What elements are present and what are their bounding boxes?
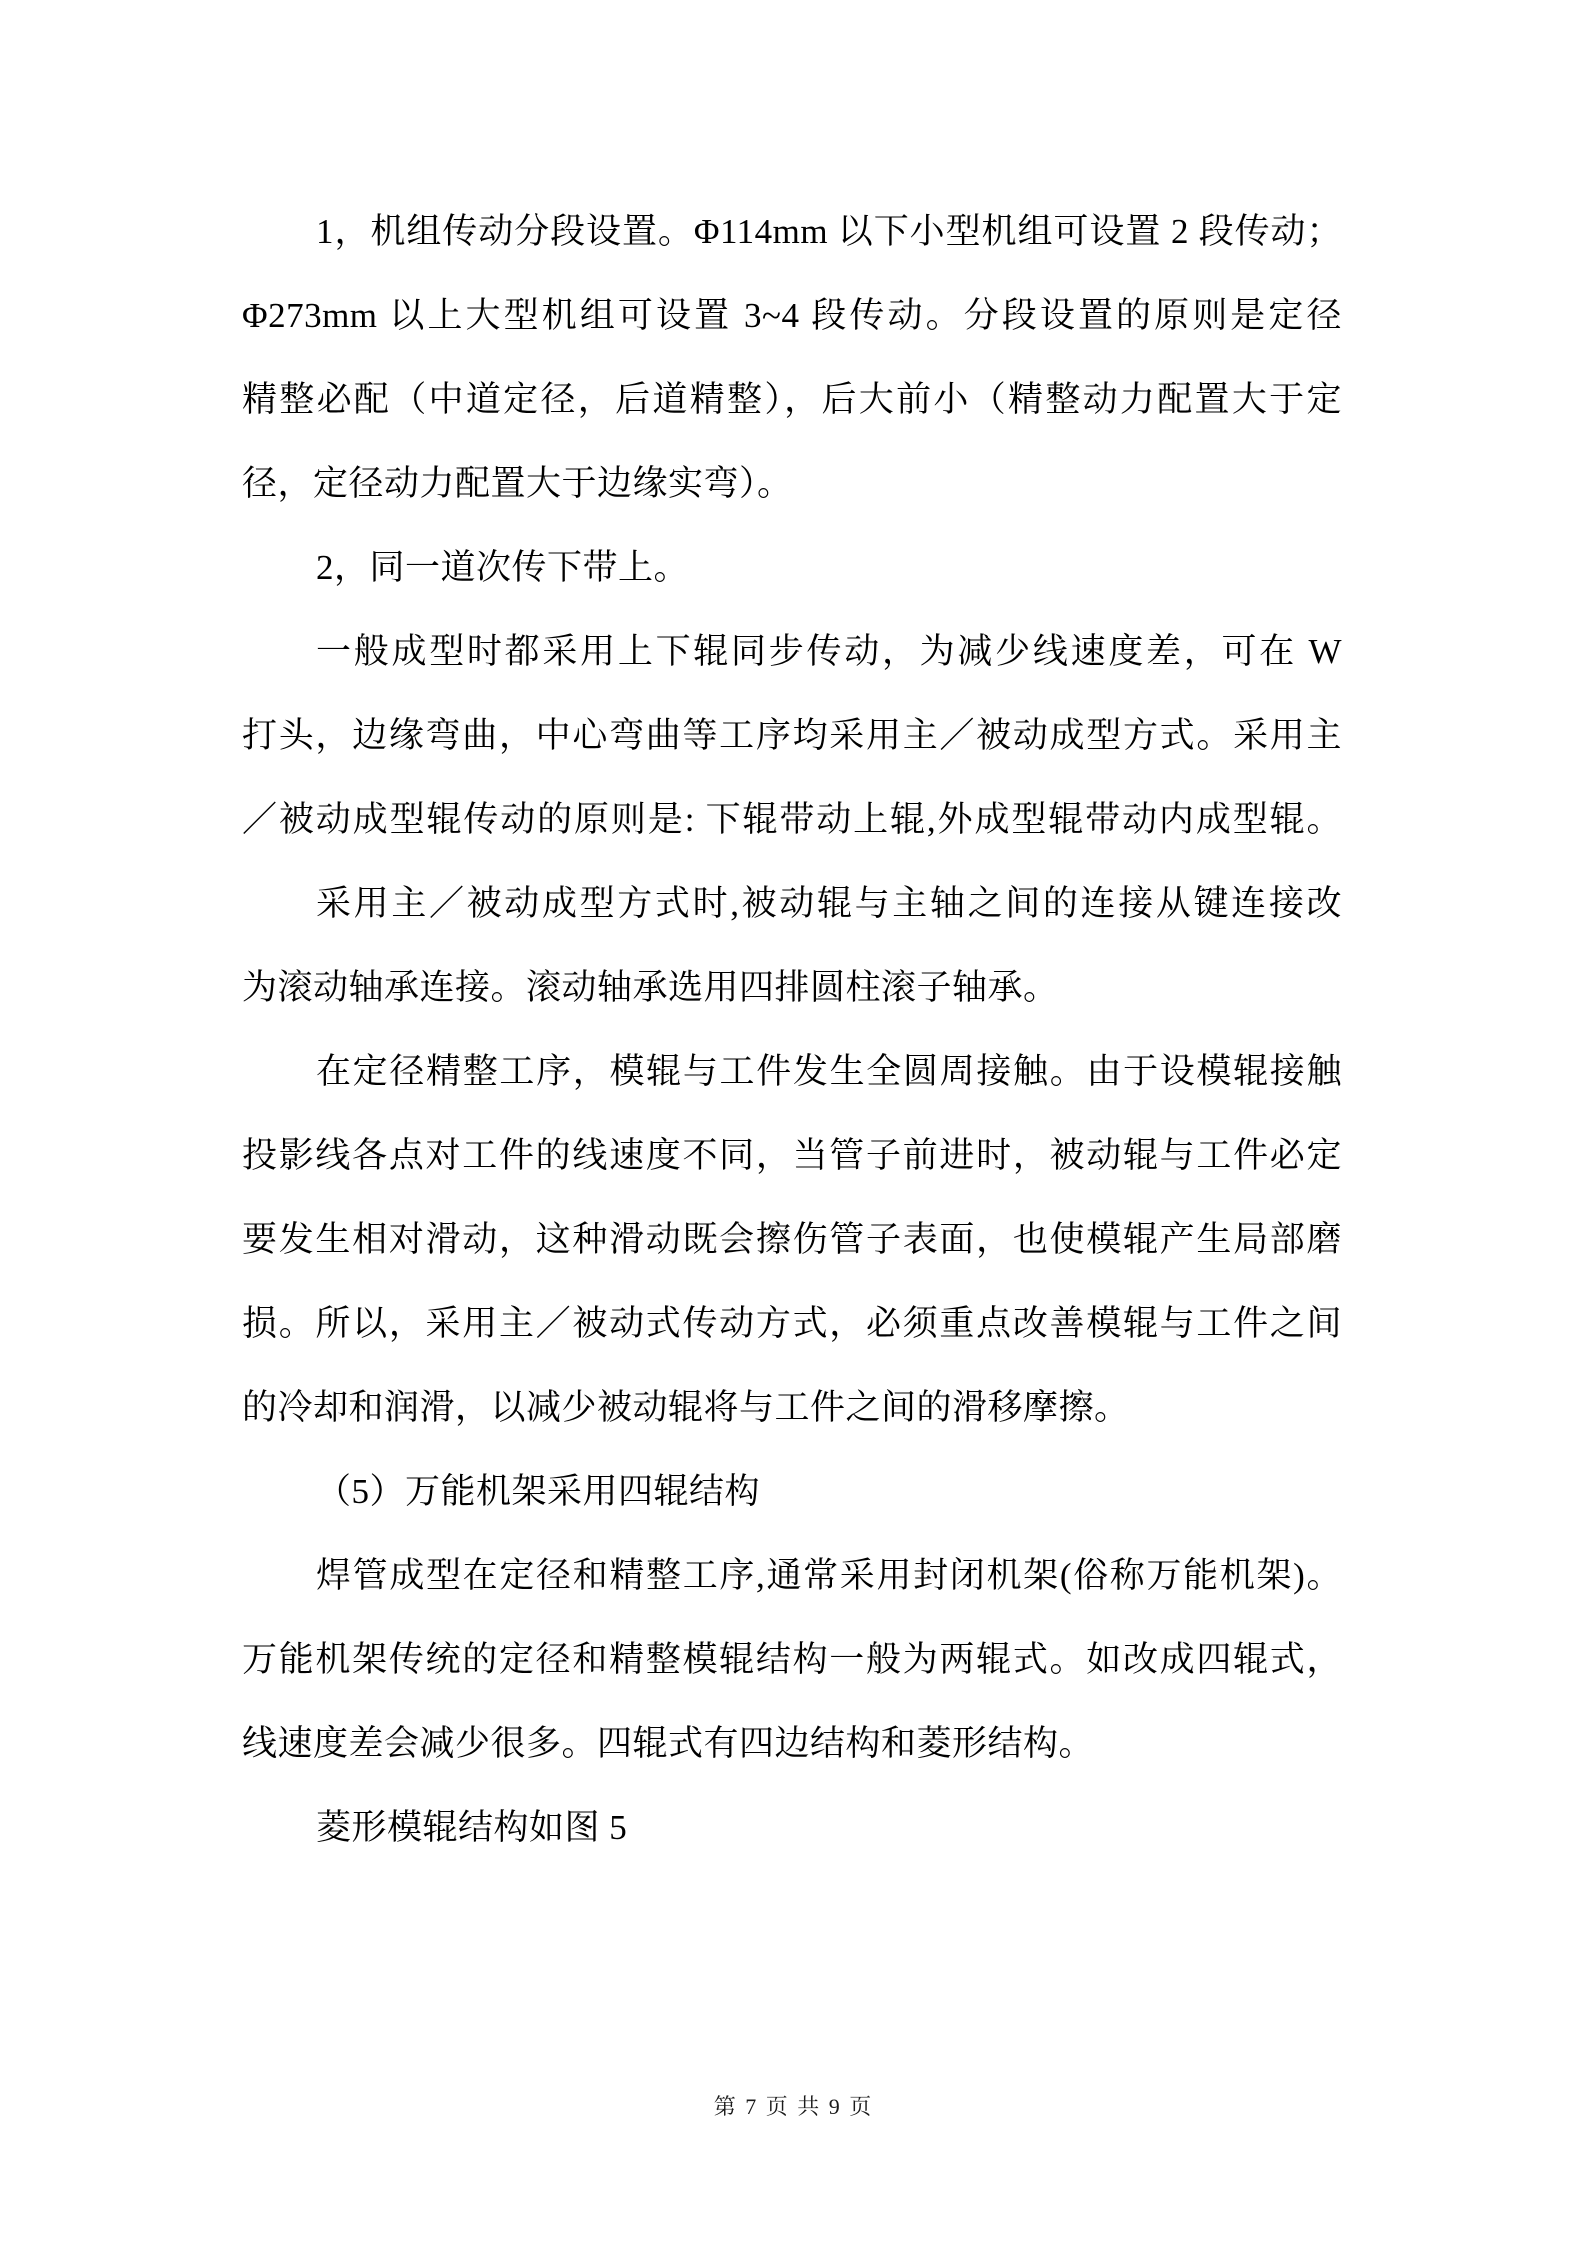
text-line: 万能机架传统的定径和精整模辊结构一般为两辊式。如改成四辊式， [242, 1640, 1342, 1679]
text-line: 的冷却和润滑，以减少被动辊将与工件之间的滑移摩擦。 [242, 1388, 1130, 1427]
page-footer: 第 7 页 共 9 页 [713, 2094, 874, 2119]
text-line: 打头，边缘弯曲，中心弯曲等工序均采用主／被动成型方式。采用主 [242, 716, 1342, 755]
text-line: 采用主／被动成型方式时,被动辊与主轴之间的连接从键连接改 [316, 884, 1342, 923]
text-line: 2，同一道次传下带上。 [316, 548, 690, 587]
text-line: 菱形模辊结构如图 5 [316, 1808, 628, 1847]
document-body [242, 190, 1342, 1870]
text-line: 要发生相对滑动，这种滑动既会擦伤管子表面，也使模辊产生局部磨 [242, 1220, 1342, 1259]
text-line: 在定径精整工序，模辊与工件发生全圆周接触。由于设模辊接触 [316, 1052, 1342, 1091]
text-line: 一般成型时都采用上下辊同步传动，为减少线速度差，可在 W [316, 632, 1342, 671]
text-line: 损。所以，采用主／被动式传动方式，必须重点改善模辊与工件之间 [242, 1304, 1342, 1343]
text-line: ／被动成型辊传动的原则是: 下辊带动上辊,外成型辊带动内成型辊。 [242, 800, 1342, 839]
text-line: 为滚动轴承连接。滚动轴承选用四排圆柱滚子轴承。 [242, 968, 1059, 1007]
text-line: 焊管成型在定径和精整工序,通常采用封闭机架(俗称万能机架)。 [316, 1556, 1342, 1595]
text-line: 线速度差会减少很多。四辊式有四边结构和菱形结构。 [242, 1724, 1095, 1763]
text-line: Φ273mm 以上大型机组可设置 3~4 段传动。分段设置的原则是定径 [242, 296, 1342, 335]
text-line: 1，机组传动分段设置。Φ114mm 以下小型机组可设置 2 段传动； [316, 212, 1342, 251]
text-line: 投影线各点对工件的线速度不同，当管子前进时，被动辊与工件必定 [242, 1136, 1342, 1175]
text-line: 径，定径动力配置大于边缘实弯）。 [242, 464, 793, 503]
text-line: 精整必配（中道定径，后道精整），后大前小（精整动力配置大于定 [242, 380, 1342, 419]
text-line: （5）万能机架采用四辊结构 [316, 1472, 761, 1511]
